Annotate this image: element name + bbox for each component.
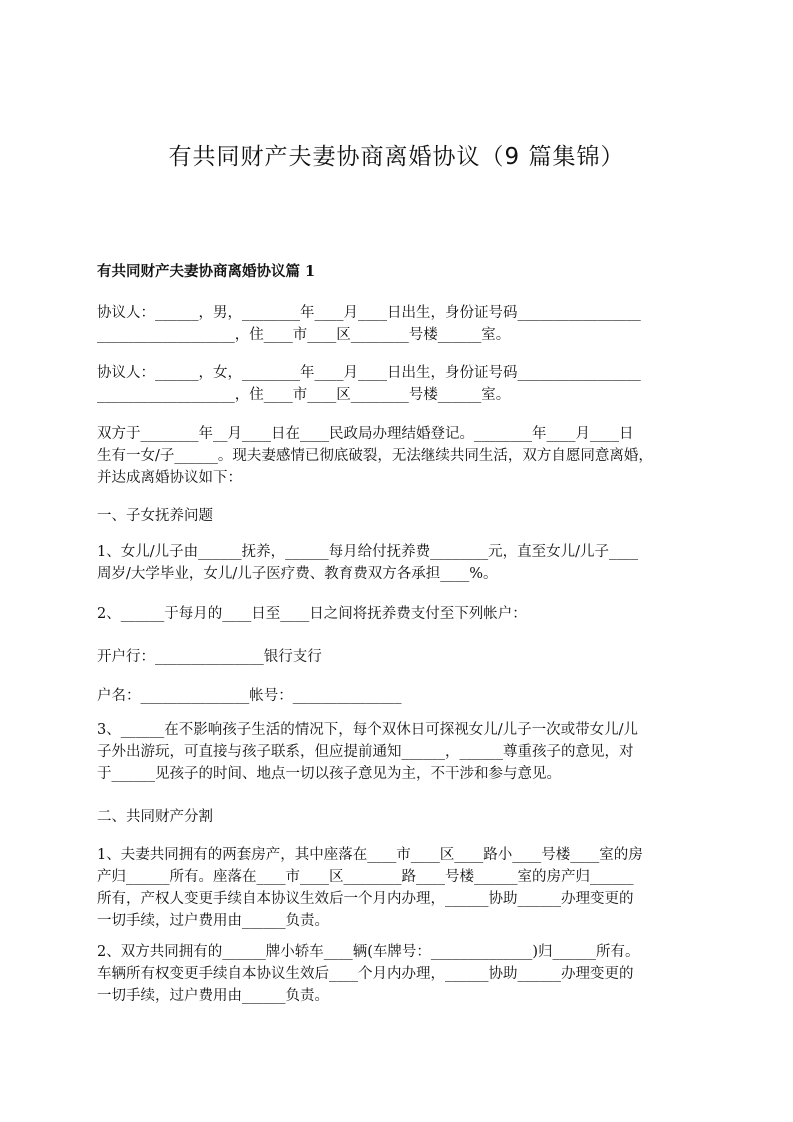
paragraph-party-male [97,302,701,346]
paragraph-line: 产归______所有。座落在____市____区________路____号楼______室的房产归______ [97,869,634,885]
paragraph-line: 一切手续，过户费用由______负责。 [97,988,329,1004]
paragraph-line: 开户行：_______________银行支行 [97,649,322,665]
paragraph-line: 协议人：______，男，________年____月____日出生，身份证号码_________________ [97,305,641,321]
paragraph-party-female [97,362,701,406]
paragraph-line: 协议人：______，女，________年____月____日出生，身份证号码_________________ [97,365,641,381]
paragraph-line: 3、______在不影响孩子生活的情况下，每个双休日可探视女儿/儿子一次或带女儿/儿 [97,722,638,738]
paragraph-line: 二、共同财产分割 [97,809,213,825]
paragraph-marriage-info [97,423,701,489]
paragraph-line: ___________________，住____市____区________号楼______室。 [97,327,511,343]
paragraph-line: 所有，产权人变更手续自本协议生效后一个月内办理，______协助______办理变更的 [97,891,634,907]
paragraph-line: 周岁/大学毕业，女儿/儿子医疗费、教育费双方各承担____%。 [97,566,498,582]
paragraph-line: 子外出游玩，可直接与孩子联系，但应提前通知______，______尊重孩子的意见，对 [97,744,634,760]
paragraph-line: 一切手续，过户费用由______负责。 [97,913,329,929]
paragraph-line: 2、双方共同拥有的______牌小轿车____辆(车牌号：______________)归______所有。 [97,944,640,960]
paragraph-vehicle [97,941,701,1007]
paragraph-line: 车辆所有权变更手续自本协议生效后____个月内办理，______协助______办理变更的 [97,966,634,982]
paragraph-line: 2、______于每月的____日至____日之间将抚养费支付至下列帐户： [97,606,527,622]
paragraph-real-estate [97,844,701,932]
paragraph-line: 双方于________年__月____日在____民政局办理结婚登记。________年____月____日 [97,426,634,442]
subheading-property-division [97,806,701,828]
section-heading: 有共同财产夫妻协商离婚协议篇 1 [97,263,316,280]
subheading-child-custody [97,505,701,527]
paragraph-line: 1、夫妻共同拥有的两套房产，其中座落在____市____区____路小____号楼____室的房 [97,847,643,863]
paragraph-line: 于______见孩子的时间、地点一切以孩子意见为主，不干涉和参与意见。 [97,766,561,782]
paragraph-line: 户名：_______________帐号：_______________ [97,688,402,704]
paragraph-child-support [97,541,701,585]
paragraph-line: 生有一女/子______。现夫妻感情已彻底破裂，无法继续共同生活，双方自愿同意离婚， [97,448,653,464]
document-title: 有共同财产夫妻协商离婚协议（9 篇集锦） [168,144,625,170]
paragraph-line: 一、子女抚养问题 [97,508,213,524]
paragraph-bank [97,646,701,668]
paragraph-line: ___________________，住____市____区________号楼______室。 [97,387,511,403]
paragraph-payment-schedule [97,603,701,625]
paragraph-visitation [97,719,701,785]
paragraph-account [97,685,701,707]
paragraph-line: 1、女儿/儿子由______抚养，______每月给付抚养费________元，直至女儿/儿子____ [97,544,638,560]
paragraph-line: 并达成离婚协议如下： [97,470,242,486]
